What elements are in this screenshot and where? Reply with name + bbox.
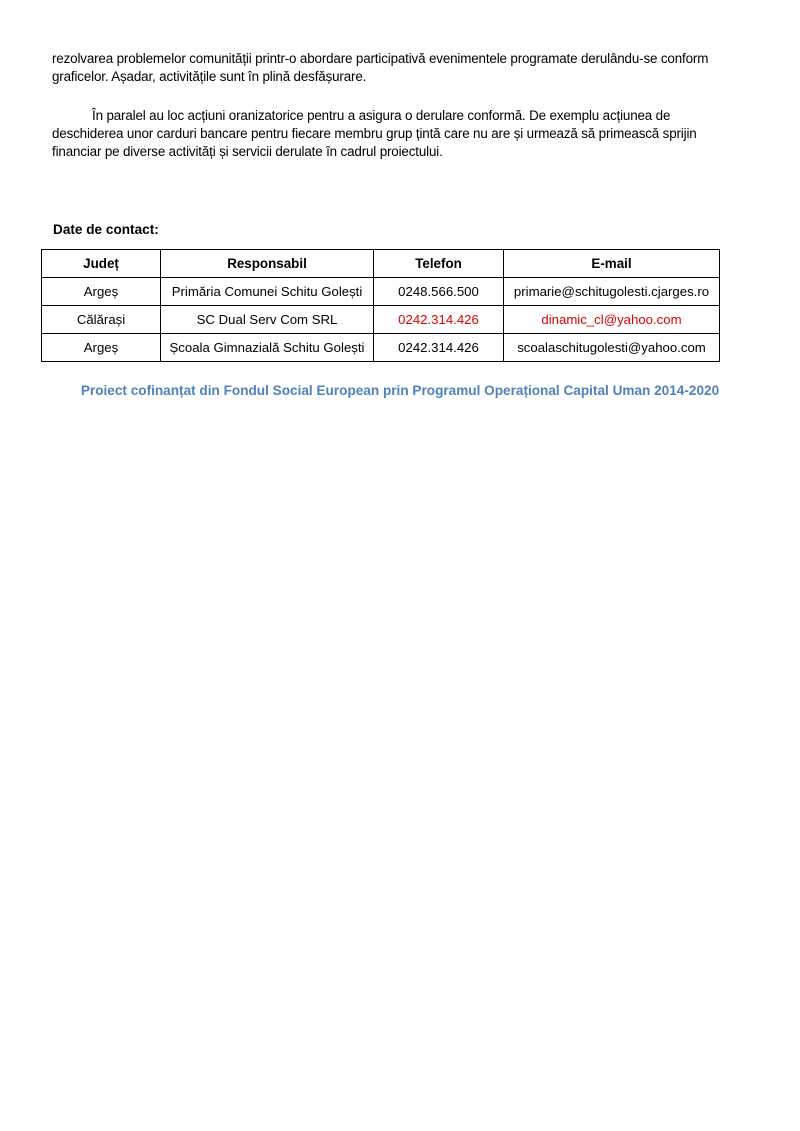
cell-email-link[interactable]: dinamic_cl@yahoo.com xyxy=(504,306,720,334)
table-row xyxy=(42,334,720,362)
cell-responsabil: SC Dual Serv Com SRL xyxy=(161,306,374,334)
cell-telefon: 0242.314.426 xyxy=(374,334,504,362)
contact-section-title: Date de contact: xyxy=(53,222,159,237)
header-judet: Județ xyxy=(42,250,161,278)
cell-judet: Argeș xyxy=(42,334,161,362)
cell-email: scoalaschitugolesti@yahoo.com xyxy=(504,334,720,362)
cofinancing-footer-note: Proiect cofinanțat din Fondul Social European prin Programul Operațional Capital Uman 2014-2020 xyxy=(80,383,720,398)
header-email: E-mail xyxy=(504,250,720,278)
table-row xyxy=(42,306,720,334)
cell-responsabil: Primăria Comunei Schitu Golești xyxy=(161,278,374,306)
cell-email: primarie@schitugolesti.cjarges.ro xyxy=(504,278,720,306)
cell-telefon-highlighted: 0242.314.426 xyxy=(374,306,504,334)
table-header-row xyxy=(42,250,720,278)
table-row xyxy=(42,278,720,306)
cell-judet: Argeș xyxy=(42,278,161,306)
body-paragraph-2: În paralel au loc acțiuni oranizatorice pentru a asigura o derulare conformă. De exemplu acțiunea de deschiderea unor carduri bancare pentru fiecare membru grup țintă care nu are și urmează să primească sprijin financiar pe diverse activități și servicii derulate în cadrul proiectului. xyxy=(52,108,697,159)
cell-telefon: 0248.566.500 xyxy=(374,278,504,306)
cell-judet: Călărași xyxy=(42,306,161,334)
header-telefon: Telefon xyxy=(374,250,504,278)
cell-responsabil: Școala Gimnazială Schitu Golești xyxy=(161,334,374,362)
header-responsabil: Responsabil xyxy=(161,250,374,278)
contact-table xyxy=(41,249,720,362)
body-paragraph-1: rezolvarea problemelor comunității printr-o abordare participativă evenimentele programate derulându-se conform graficelor. Așadar, activitățile sunt în plină desfășurare. xyxy=(52,51,709,84)
